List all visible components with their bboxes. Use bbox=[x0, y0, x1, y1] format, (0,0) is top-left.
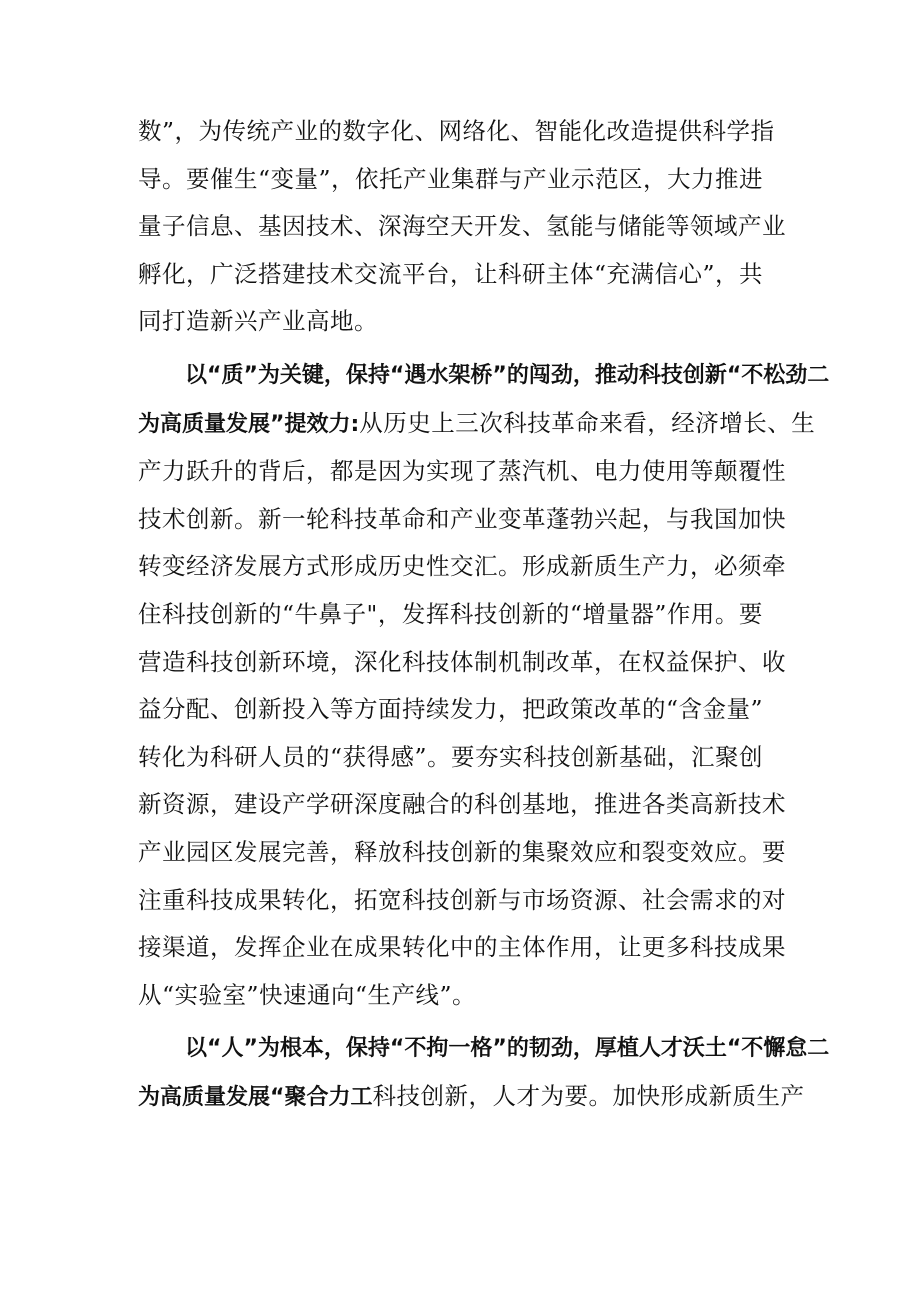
paragraph-1-line: 量子信息、基因技术、深海空天开发、氢能与储能等领域产业 bbox=[138, 212, 786, 241]
paragraph-2-line: 产力跃升的背后，都是因为实现了蒸汽机、电力使用等颠覆性 bbox=[138, 457, 786, 486]
paragraph-2-line: 益分配、创新投入等方面持续发力，把政策改革的“含金量” bbox=[138, 695, 764, 724]
paragraph-3-heading: 以“人”为根本，保持“不拘一格”的韧劲，厚植人才沃土“不懈怠二 bbox=[185, 1036, 830, 1061]
paragraph-2-text: 从历史上三次科技革命来看，经济增长、生 bbox=[359, 408, 816, 437]
paragraph-2-line: 技术创新。新一轮科技革命和产业变革蓬勃兴起，与我国加快 bbox=[138, 504, 786, 533]
paragraph-2-line: 从“实验室”快速通向“生产线”。 bbox=[138, 980, 477, 1009]
paragraph-2-heading-tail: 为高质量发展”提效力: bbox=[138, 411, 360, 437]
paragraph-2-heading: 以“质”为关键，保持“遇水架桥”的闯劲，推动科技创新“不松劲二 bbox=[185, 363, 830, 388]
paragraph-3-text: 科技创新，人才为要。加快形成新质生产 bbox=[372, 1081, 805, 1110]
paragraph-1-line: 孵化，广泛搭建技术交流平台，让科研主体“充满信心”，共 bbox=[138, 259, 764, 288]
paragraph-3 bbox=[138, 1025, 830, 1121]
paragraph-1 bbox=[138, 108, 786, 346]
paragraph-2-line-mixed bbox=[138, 400, 816, 449]
paragraph-2-line: 转变经济发展方式形成历史性交汇。形成新质生产力，必须牵 bbox=[138, 552, 786, 581]
paragraph-1-line: 同打造新兴产业高地。 bbox=[138, 307, 378, 336]
paragraph-2-line: 住科技创新的“牛鼻子"，发挥科技创新的“增量器”作用。要 bbox=[138, 599, 763, 628]
paragraph-2-line: 新资源，建设产学研深度融合的科创基地，推进各类高新技术 bbox=[138, 790, 786, 819]
paragraph-3-line-mixed bbox=[138, 1073, 805, 1122]
paragraph-2-line: 注重科技成果转化，拓宽科技创新与市场资源、社会需求的对 bbox=[138, 885, 786, 914]
paragraph-1-line: 数”，为传统产业的数字化、网络化、智能化改造提供科学指 bbox=[138, 117, 775, 145]
paragraph-3-heading-tail: 为高质量发展“聚合力工 bbox=[138, 1084, 373, 1110]
paragraph-2-line: 营造科技创新环境，深化科技体制机制改革，在权益保护、收 bbox=[138, 647, 786, 676]
paragraph-2 bbox=[138, 352, 830, 1019]
paragraph-2-line: 转化为科研人员的“获得感”。要夯实科技创新基础，汇聚创 bbox=[138, 742, 764, 771]
paragraph-1-line: 导。要催生“变量”，依托产业集群与产业示范区，大力推进 bbox=[138, 164, 764, 193]
paragraph-2-line: 产业园区发展完善，释放科技创新的集聚效应和裂变效应。要 bbox=[138, 837, 786, 866]
paragraph-2-line: 接渠道，发挥企业在成果转化中的主体作用，让更多科技成果 bbox=[138, 933, 786, 962]
